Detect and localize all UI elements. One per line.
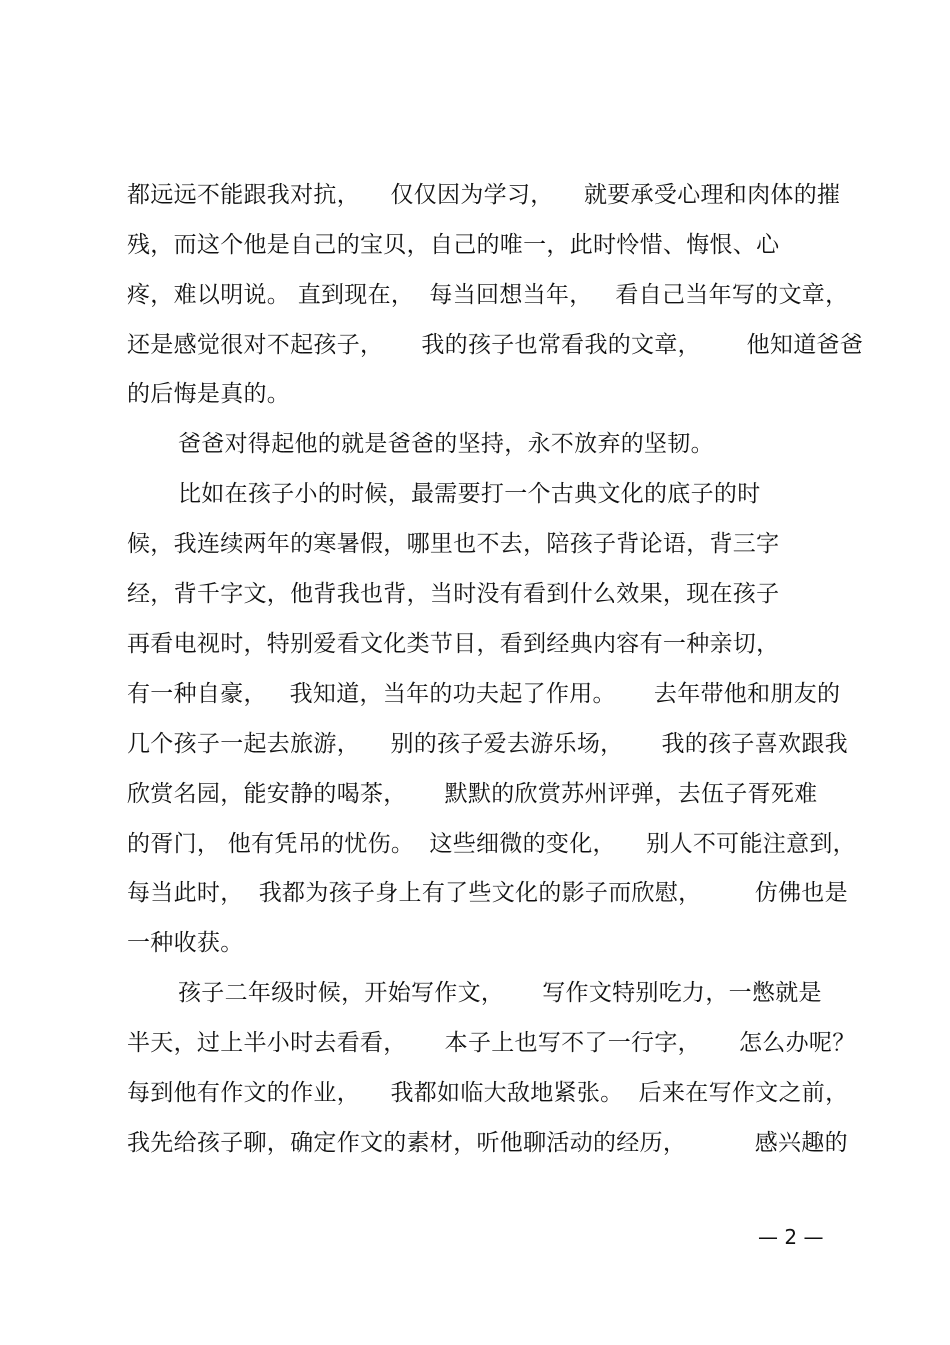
- text-line: 都远远不能跟我对抗， 仅仅因为学习， 就要承受心理和肉体的摧: [127, 182, 841, 208]
- text-line: 还是感觉很对不起孩子， 我的孩子也常看我的文章， 他知道爸爸: [127, 332, 864, 358]
- paragraph-first-line: 爸爸对得起他的就是爸爸的坚持，永不放弃的坚韧。: [178, 431, 714, 457]
- text-line: 候，我连续两年的寒暑假，哪里也不去，陪孩子背论语，背三字: [127, 531, 780, 557]
- paragraph-first-line: 比如在孩子小的时候，最需要打一个古典文化的底子的时: [178, 481, 761, 507]
- text-line: 的后悔是真的。: [127, 381, 291, 407]
- text-line: 每当此时， 我都为孩子身上有了些文化的影子而欣慰， 仿佛也是: [127, 880, 848, 906]
- text-line: 经，背千字文，他背我也背，当时没有看到什么效果，现在孩子: [127, 581, 780, 607]
- text-line: 疼，难以明说。 直到现在， 每当回想当年， 看自己当年写的文章，: [127, 282, 849, 308]
- text-line: 几个孩子一起去旅游， 别的孩子爱去游乐场， 我的孩子喜欢跟我: [127, 731, 848, 757]
- text-line: 半天，过上半小时去看看， 本子上也写不了一行字， 怎么办呢？: [127, 1030, 856, 1056]
- text-line: 再看电视时，特别爱看文化类节目，看到经典内容有一种亲切，: [127, 631, 780, 657]
- paragraph-first-line: 孩子二年级时候，开始写作文， 写作文特别吃力，一憋就是: [178, 980, 822, 1006]
- text-line: 一种收获。: [127, 930, 244, 956]
- text-line: 有一种自豪， 我知道，当年的功夫起了作用。 去年带他和朋友的: [127, 681, 841, 707]
- text-line: 我先给孩子聊，确定作文的素材，听他聊活动的经历， 感兴趣的: [127, 1130, 848, 1156]
- text-line: 残，而这个他是自己的宝贝，自己的唯一，此时怜惜、悔恨、心: [127, 232, 780, 258]
- text-line: 的胥门， 他有凭吊的忧伤。 这些细微的变化， 别人不可能注意到，: [127, 831, 856, 857]
- text-line: 欣赏名园，能安静的喝茶， 默默的欣赏苏州评弹，去伍子胥死难: [127, 781, 818, 807]
- page-number: — 2 —: [758, 1225, 824, 1249]
- text-line: 每到他有作文的作业， 我都如临大敌地紧张。 后来在写作文之前，: [127, 1080, 849, 1106]
